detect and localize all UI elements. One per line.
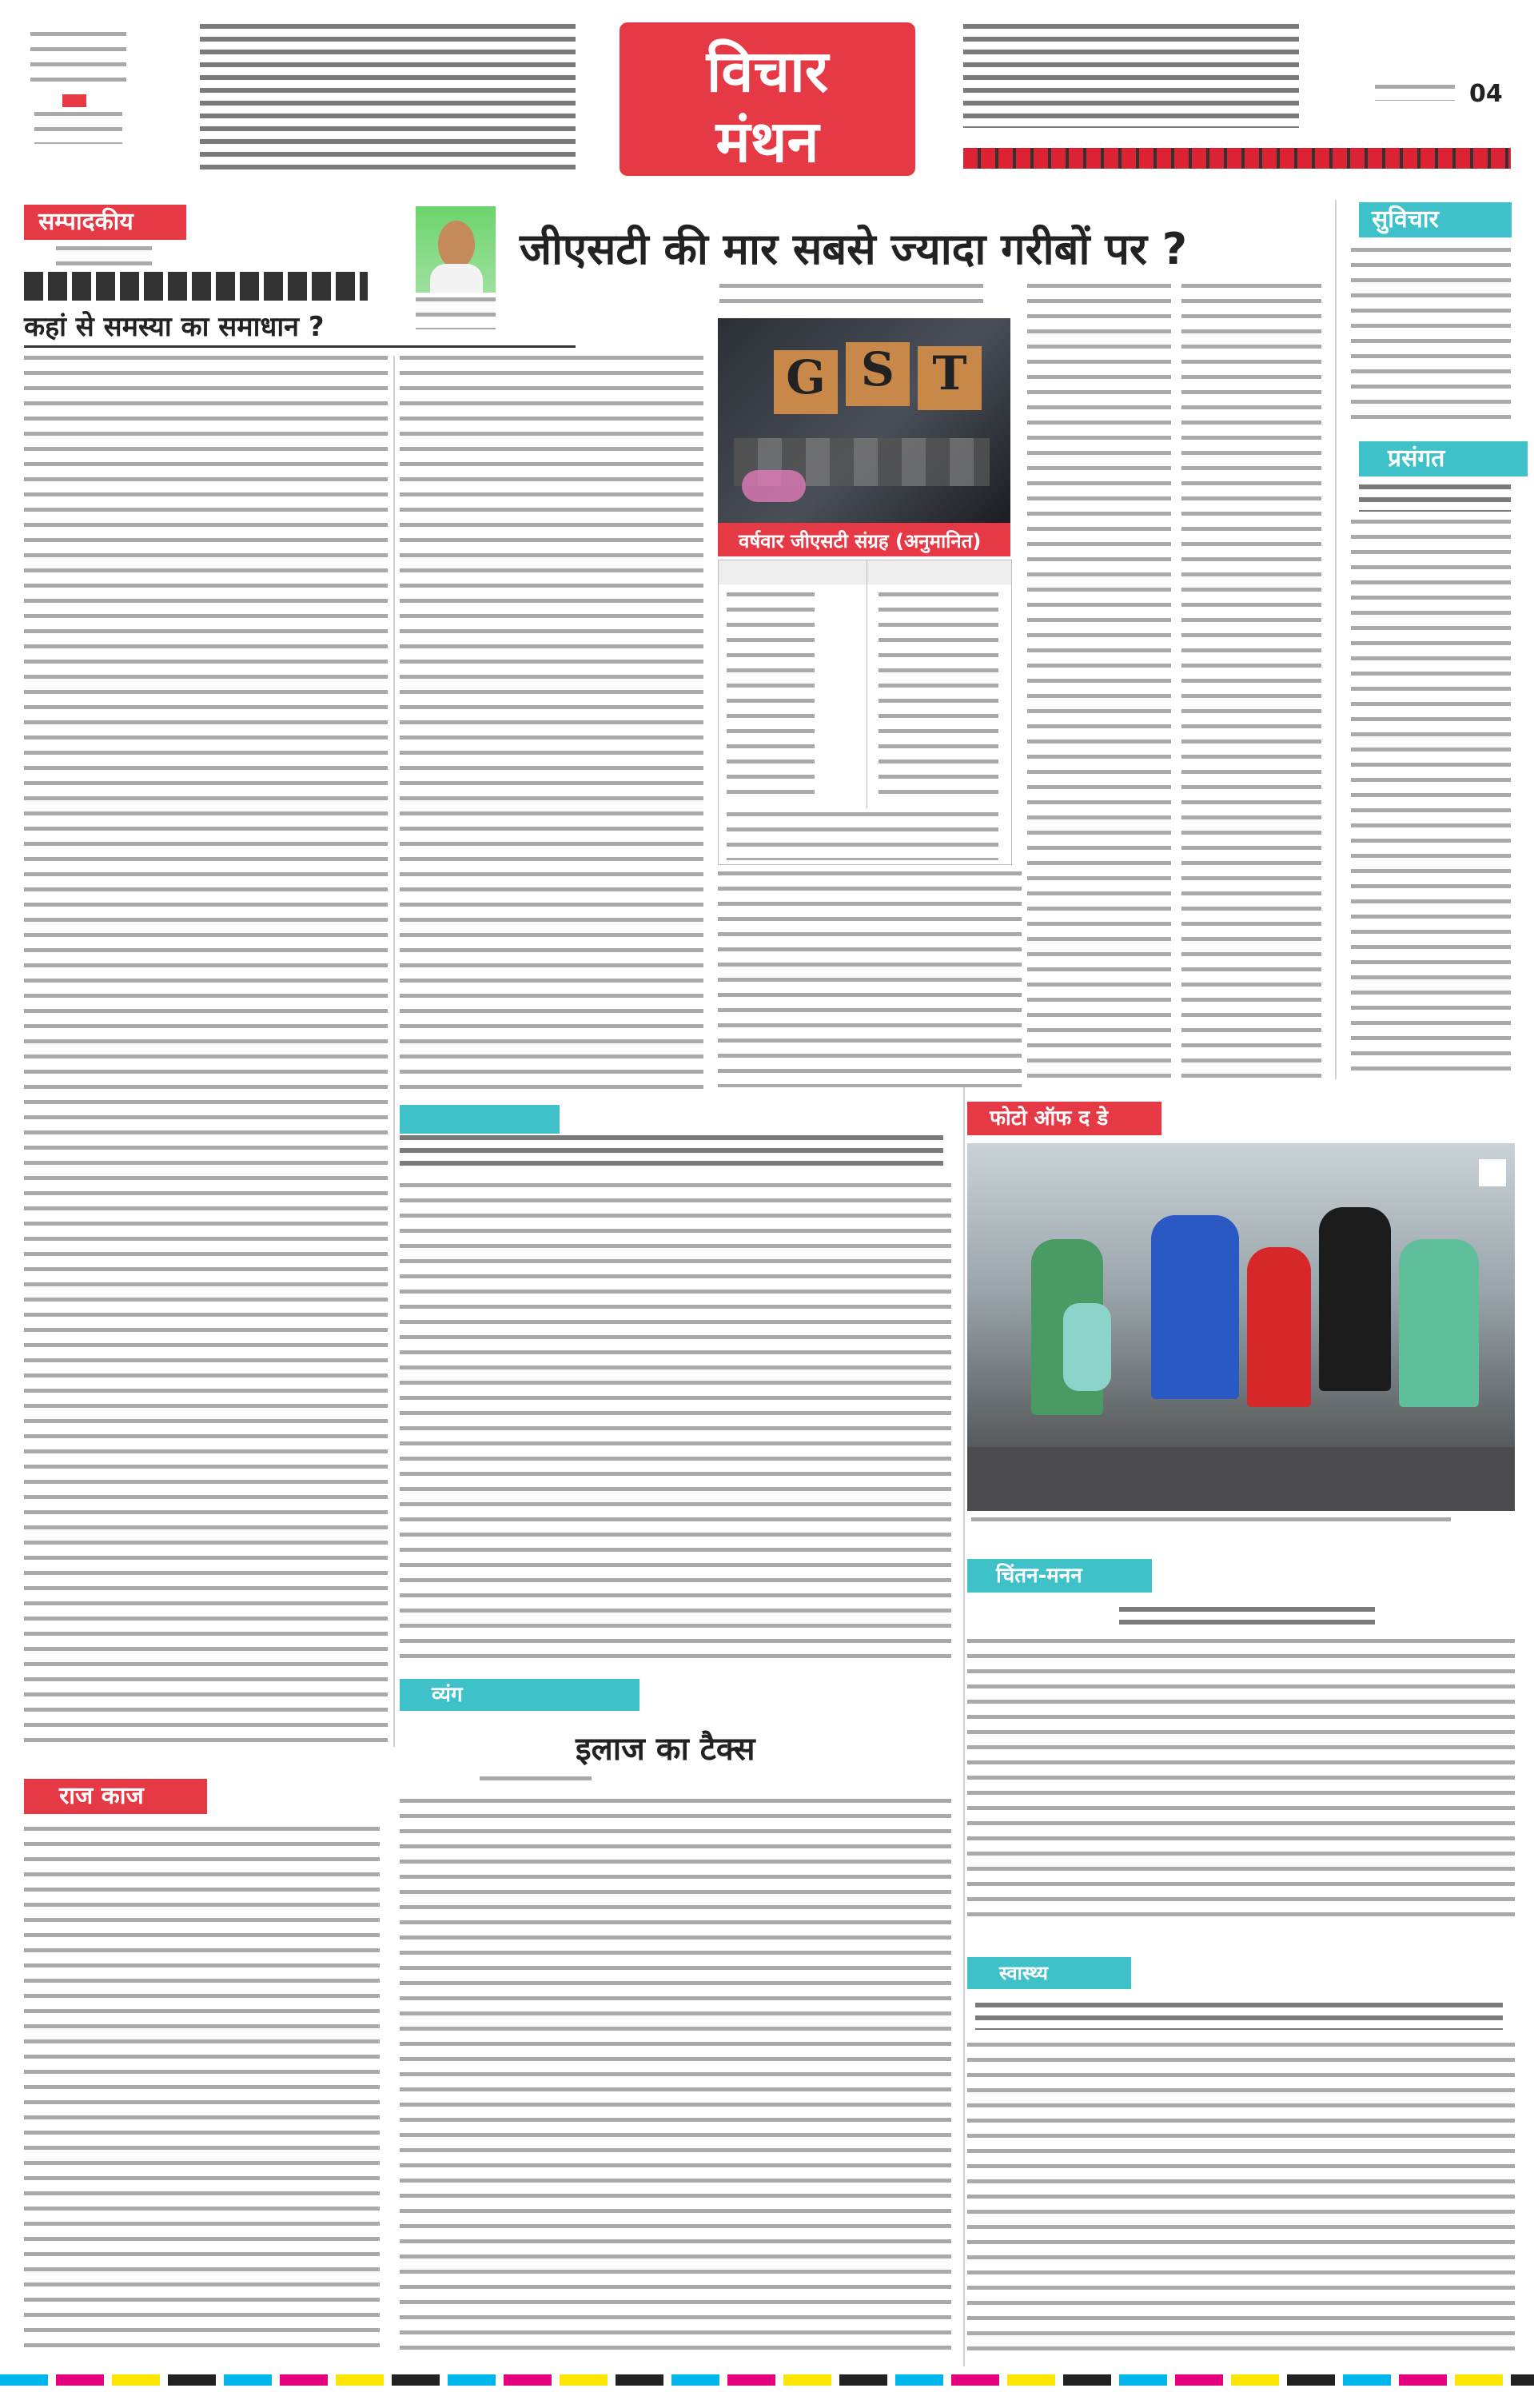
masthead-title-line1: विचार — [706, 38, 829, 105]
swasthya-headline — [975, 2003, 1503, 2030]
section-tag-photo-of-day: फोटो ऑफ द डे — [967, 1102, 1161, 1135]
masthead-title-line2: मंथन — [715, 108, 819, 175]
chintan-body — [967, 1639, 1515, 1927]
editorial-headline-line2: कहां से समस्या का समाधान ? — [24, 311, 325, 343]
vyang-body — [400, 1799, 951, 2358]
lead-body-col-bottom — [718, 871, 1022, 1087]
masthead-divider-bar — [963, 148, 1511, 169]
section-tag-editorial: सम्पादकीय — [24, 205, 186, 240]
masthead-top-left-text — [200, 24, 576, 176]
author-name — [416, 297, 496, 329]
gst-photo — [718, 318, 1010, 523]
lead-body-col1 — [1027, 284, 1171, 1083]
author-photo — [416, 206, 496, 293]
section-tag-swasthya: स्वास्थ्य — [967, 1957, 1131, 1989]
section-tag-prasang: प्रसंगत — [1359, 441, 1528, 476]
editorial-headline-underline — [24, 345, 576, 348]
section-tag-chintan: चिंतन-मनन — [967, 1559, 1152, 1593]
lead-headline: जीएसटी की मार सबसे ज्यादा गरीबों पर ? — [520, 224, 1188, 274]
editorial-date — [56, 246, 152, 270]
prasang-body — [1351, 520, 1511, 1071]
editorial-headline-line1 — [24, 272, 368, 301]
article-col2-body — [400, 356, 703, 1091]
chart-caption: वर्षवार जीएसटी संग्रह (अनुमानित) — [739, 530, 982, 552]
photo-of-day-caption — [971, 1517, 1451, 1530]
gst-letter-t: T — [932, 346, 967, 401]
gst-table — [718, 560, 1012, 865]
chart-caption-bar — [718, 523, 1010, 556]
raj-kaaj-body — [24, 1827, 380, 2354]
masthead-left-logo — [14, 24, 142, 144]
lead-body-col2 — [1181, 284, 1321, 1083]
masthead-logo — [620, 22, 915, 176]
suvichar-body — [1351, 248, 1511, 424]
registration-strip — [0, 2374, 1534, 2386]
section-tag-suvichar: सुविचार — [1359, 202, 1512, 237]
gst-letter-g: G — [786, 350, 826, 405]
prasang-headline — [1359, 484, 1511, 512]
page-number: 04 — [1469, 80, 1503, 108]
column-divider-2 — [1335, 200, 1337, 1079]
middle-article-body — [400, 1183, 951, 1663]
section-tag-vyang: व्यंग — [400, 1679, 639, 1711]
vyang-headline: इलाज का टैक्स — [576, 1731, 755, 1768]
middle-article-headline — [400, 1135, 943, 1167]
column-divider-3 — [963, 1087, 965, 2366]
swasthya-body — [967, 2043, 1515, 2350]
chart-box-title — [719, 284, 983, 305]
photo-of-day-image — [967, 1143, 1515, 1511]
masthead-date — [1375, 85, 1455, 101]
editorial-body-col1 — [24, 356, 388, 1747]
vyang-byline — [480, 1776, 592, 1791]
masthead-top-right-text — [963, 24, 1299, 128]
section-tag-raj-kaaj: राज काज — [24, 1779, 207, 1814]
chintan-headline — [1119, 1607, 1375, 1631]
middle-article-tag — [400, 1105, 560, 1134]
column-divider-1 — [393, 356, 395, 1747]
gst-letter-s: S — [861, 342, 895, 397]
